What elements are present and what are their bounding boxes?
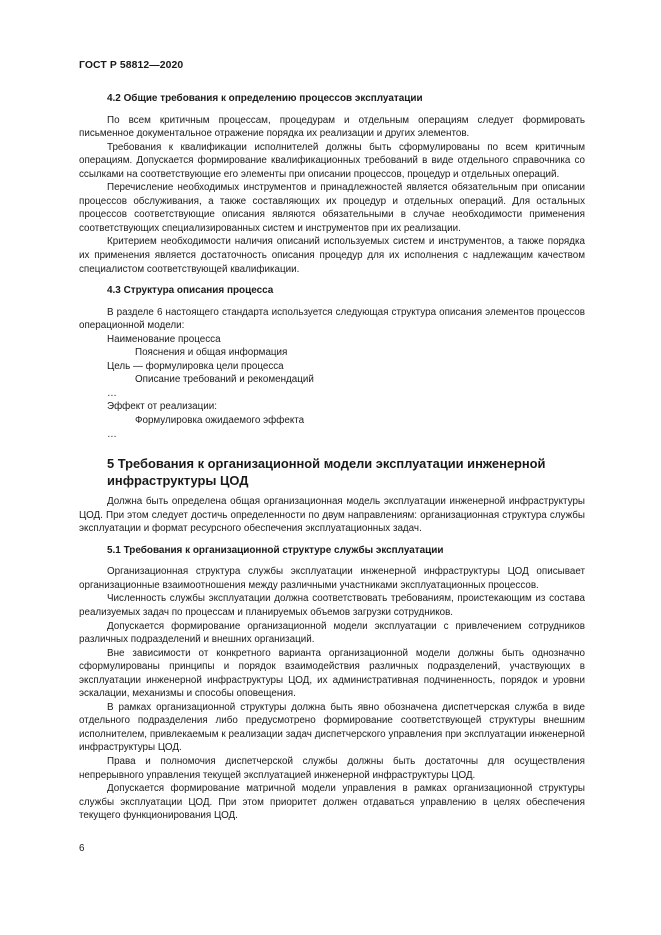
structure-item: Эффект от реализации: [107, 401, 217, 413]
section-5-1-paragraph: Численность службы эксплуатации должна соответствовать требованиям, проистекающим из состава реализуемых задач по процессам и планируемых объемов загрузки сотрудников. [79, 593, 585, 618]
section-4-2-paragraph: Перечисление необходимых инструментов и принадлежностей является обязательным при описании процессов обслуживания, а также составляющих их процедур и отдельных операций. Для остальных процессов соответствующие описания являются обязательными в случае необходимости применения соответствующих специализированных систем и инструментов при их реализации. [79, 182, 585, 234]
page-number: 6 [79, 843, 85, 854]
section-4-2-paragraph: По всем критичным процессам, процедурам и отдельным операциям следует формировать письменное документальное отражение порядка их реализации и других элементов. [79, 114, 585, 140]
section-4-2-paragraph: Требования к квалификации исполнителей должны быть сформулированы по всем критичным операциям. Допускается формирование квалификационных требований в виде отдельного справочника со ссылками на соответствующие его элементы при описании процессов, процедур и отдельных операций. [79, 141, 585, 180]
structure-item: Описание требований и рекомендаций [135, 374, 314, 386]
structure-item: … [107, 387, 117, 399]
section-5-1-paragraph: Права и полномочия диспетчерской службы должны быть достаточны для осуществления непрерывного управления текущей эксплуатацией инженерной инфраструктуры ЦОД. [79, 755, 585, 781]
section-4-3-intro: В разделе 6 настоящего стандарта используется следующая структура описания элементов процессов операционной модели: [79, 306, 585, 332]
structure-item: Формулировка ожидаемого эффекта [135, 415, 305, 427]
section-5-1-title: 5.1 Требования к организационной структуре службы эксплуатации [107, 544, 444, 556]
document-id-header: ГОСТ Р 58812—2020 [79, 60, 184, 71]
structure-item: Наименование процесса [107, 333, 221, 345]
section-5-1-paragraph: В рамках организационной структуры должна быть явно обозначена диспетчерская служба в виде отдельного подразделения либо предусмотрено формирование соответствующей структуры внешним исполнителем, привлекаемым к реализации задач диспетчерского управления при эксплуатации инженерной инфраструктуры ЦОД. [79, 701, 585, 754]
section-4-2-title: 4.2 Общие требования к определению процессов эксплуатации [107, 93, 423, 104]
section-4-3-title: 4.3 Структура описания процесса [107, 285, 274, 297]
section-5-intro: Должна быть определена общая организационная модель эксплуатации инженерной инфраструктуры ЦОД. При этом следует достичь определенности по двум направлениям: организационная структура службы эксплуатации и формат ресурсного обеспечения эксплуатационных задач. [79, 496, 585, 535]
structure-item: … [107, 428, 117, 440]
section-5-title: 5 Требования к организационной модели эксплуатации инженерной инфраструктуры ЦОД [107, 456, 546, 489]
structure-item: Цель — формулировка цели процесса [107, 360, 284, 372]
page-content [79, 92, 585, 823]
section-5-1-paragraph: Допускается формирование матричной модели управления в рамках организационной структуры службы эксплуатации ЦОД. При этом приоритет должен отдаваться управлению в целях обеспечения текущего функционирования ЦОД. [79, 783, 585, 822]
section-4-2-paragraph: Критерием необходимости наличия описаний используемых систем и инструментов, а также порядка их применения является достаточность описания процедур для их исполнения с надлежащим качеством специалистом соответствующей квалификации. [79, 236, 585, 275]
structure-item: Пояснения и общая информация [135, 347, 288, 359]
section-5-1-paragraph: Организационная структура службы эксплуатации инженерной инфраструктуры ЦОД описывает организационные взаимоотношения между различными участниками эксплуатационных процессов. [79, 566, 585, 591]
section-5-1-paragraph: Допускается формирование организационной модели эксплуатации с привлечением сотрудников различных подразделений и внешних организаций. [79, 620, 585, 646]
section-5-1-paragraph: Вне зависимости от конкретного варианта организационной модели должны быть однозначно сформулированы принципы и порядок взаимодействия различных подразделений, участвующих в эксплуатации инженерной инфраструктуры ЦОД, их административная подчиненность, порядок и уровни эскалации, механизмы и способы оповещения. [79, 647, 585, 700]
